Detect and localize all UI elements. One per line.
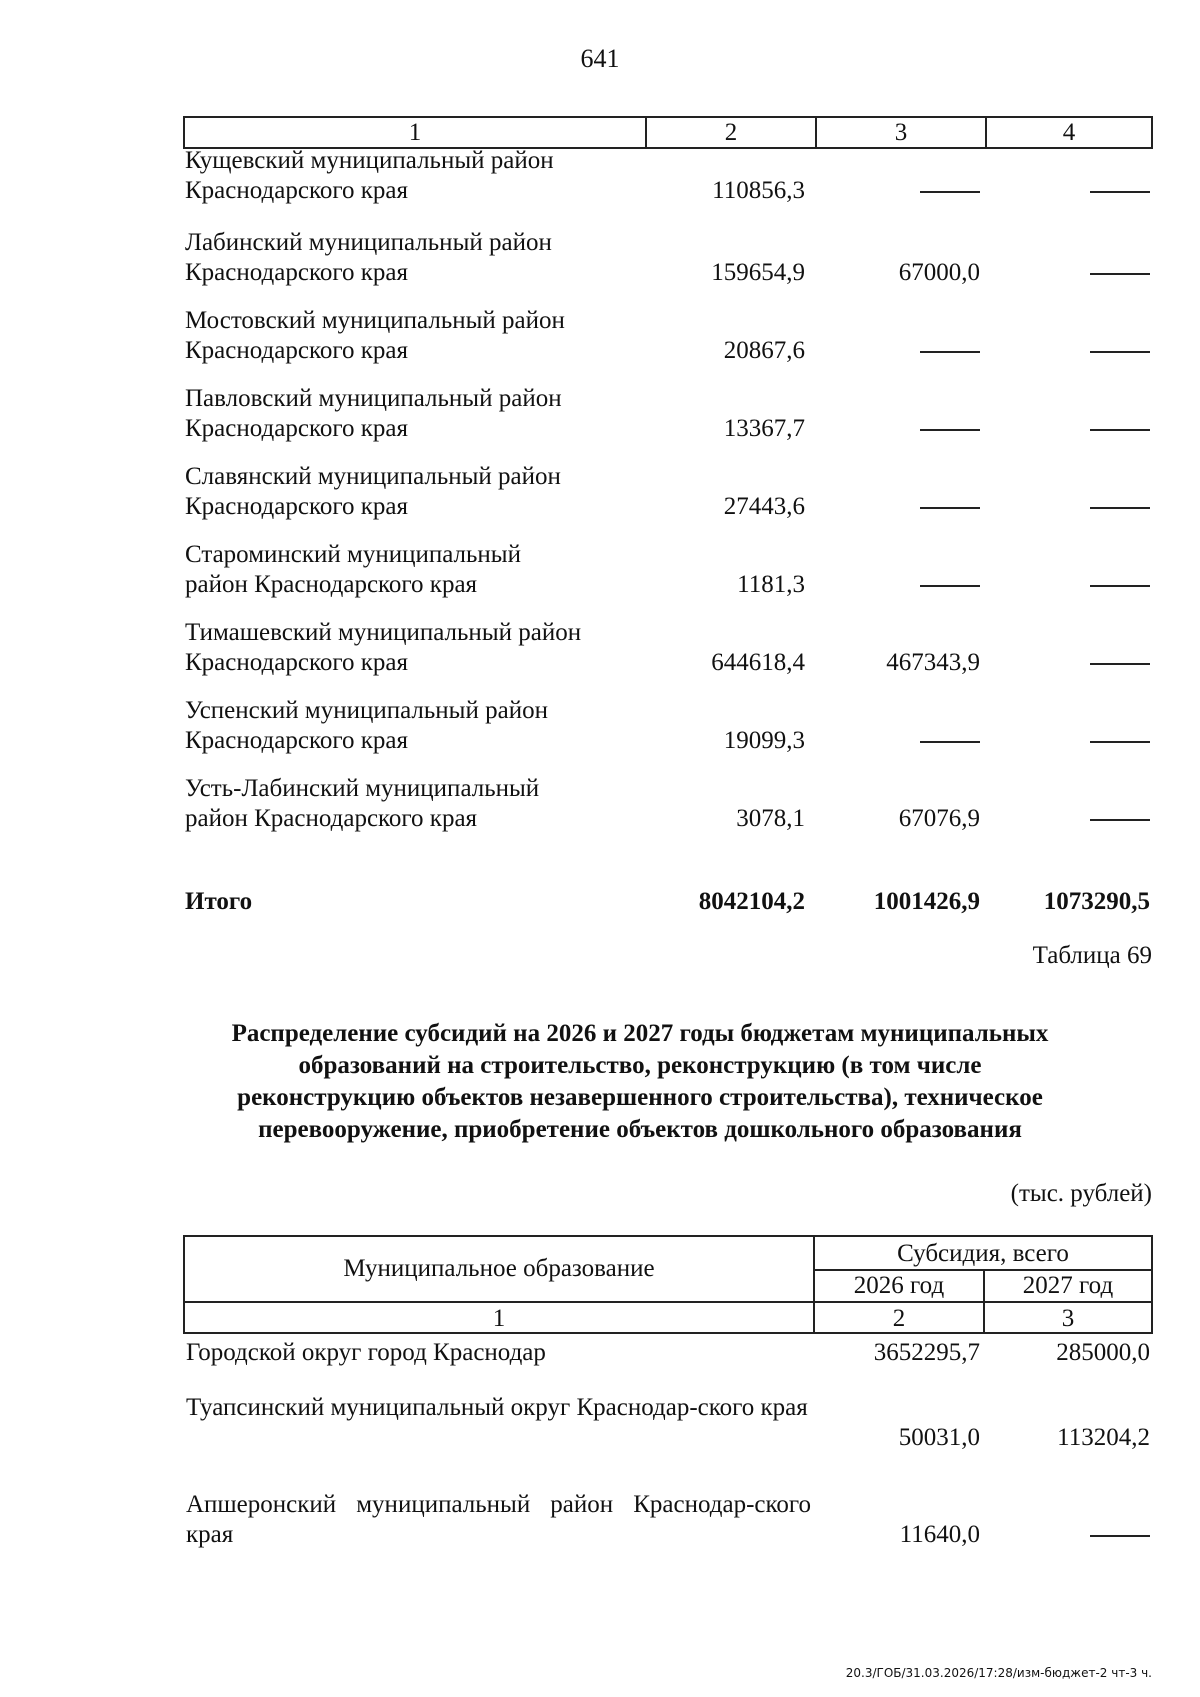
value-col2: 110856,3: [712, 177, 805, 204]
municipality-name: Апшеронский муниципальный район Краснодар-ского края: [186, 1491, 811, 1548]
municipality-name: Славянский муниципальный район Краснодарского края: [185, 463, 561, 520]
header-year-2026: 2026 год: [815, 1271, 985, 1301]
municipality-name: Кущевский муниципальный район Краснодарского края: [185, 147, 554, 204]
header-subsidy-total: Субсидия, всего: [815, 1237, 1151, 1271]
municipality-name: Мостовский муниципальный район Краснодарского края: [185, 307, 565, 364]
value-col4: [980, 258, 1150, 288]
value-col3: [805, 726, 980, 756]
municipality-name: Тимашевский муниципальный район Краснодарского края: [185, 619, 582, 676]
value-col3: 467343,9: [886, 649, 980, 676]
total-col2: 8042104,2: [698, 888, 805, 915]
value-col4: [980, 804, 1150, 834]
value-col3: [805, 570, 980, 600]
value-2027: 285000,0: [1056, 1339, 1150, 1366]
value-col2: 1181,3: [737, 571, 805, 598]
value-col4: [980, 336, 1150, 366]
units-label: (тыс. рублей): [1010, 1180, 1152, 1207]
header-year-2027: 2027 год: [1022, 1272, 1114, 1299]
document-footer: 20.3/ГОБ/31.03.2026/17:28/изм-бюджет-2 чт-3 ч.: [845, 1666, 1152, 1680]
value-col2: 3078,1: [736, 805, 805, 832]
value-2026: 11640,0: [899, 1521, 980, 1548]
value-col3: 67000,0: [898, 259, 980, 286]
total-label: Итого: [185, 888, 253, 915]
value-col3: [805, 176, 980, 206]
total-col4: 1073290,5: [1043, 888, 1150, 915]
col-number-3: 3: [815, 118, 985, 147]
value-col3: [805, 336, 980, 366]
value-2027: 113204,2: [1057, 1424, 1150, 1451]
value-col4: [980, 414, 1150, 444]
value-col2: 19099,3: [723, 727, 805, 754]
value-col2: 159654,9: [711, 259, 805, 286]
municipality-name: Усть-Лабинский муниципальный район Краснодарского края: [185, 775, 540, 832]
col-number-2: 2: [645, 118, 815, 147]
table-label: Таблица 69: [1032, 942, 1152, 969]
value-col3: [805, 492, 980, 522]
value-2026: 3652295,7: [873, 1339, 980, 1366]
value-col4: [980, 648, 1150, 678]
col-number-1: 1: [185, 1301, 815, 1332]
table-title: Распределение субсидий на 2026 и 2027 годы бюджетам муниципальных образований на строительство, реконструкцию (в том числе реконструкцию объектов незавершенного строительства), техническое перевооружение, приобретение объектов дошкольного образования: [231, 1020, 1049, 1143]
col-number-1: 1: [408, 119, 422, 146]
municipality-name: Городской округ город Краснодар: [186, 1339, 546, 1366]
municipality-name: Туапсинский муниципальный округ Краснодар-ского края: [186, 1394, 808, 1421]
value-col2: 20867,6: [723, 337, 805, 364]
value-col4: [980, 570, 1150, 600]
municipality-name: Успенский муниципальный район Краснодарского края: [185, 697, 548, 754]
municipality-name: Староминский муниципальный район Краснодарского края: [185, 541, 521, 598]
table1-column-header: [183, 116, 1153, 149]
value-col2: 13367,7: [723, 415, 805, 442]
header-municipality: Муниципальное образование: [185, 1237, 815, 1301]
col-number-3: 3: [985, 1301, 1151, 1332]
municipality-name: Павловский муниципальный район Краснодарского края: [185, 385, 562, 442]
value-2027: [985, 1520, 1150, 1550]
page-number: 641: [580, 44, 620, 73]
total-col3: 1001426,9: [873, 888, 980, 915]
value-col3: [805, 414, 980, 444]
table2-header: [183, 1235, 1153, 1334]
value-col4: [980, 726, 1150, 756]
municipality-name: Лабинский муниципальный район Краснодарского края: [185, 229, 552, 286]
value-col4: [980, 176, 1150, 206]
col-number-2: 2: [815, 1301, 985, 1332]
value-col2: 27443,6: [723, 493, 805, 520]
value-col2: 644618,4: [711, 649, 805, 676]
value-col3: 67076,9: [898, 805, 980, 832]
col-number-4: 4: [985, 118, 1151, 147]
value-2026: 50031,0: [898, 1424, 980, 1451]
value-col4: [980, 492, 1150, 522]
